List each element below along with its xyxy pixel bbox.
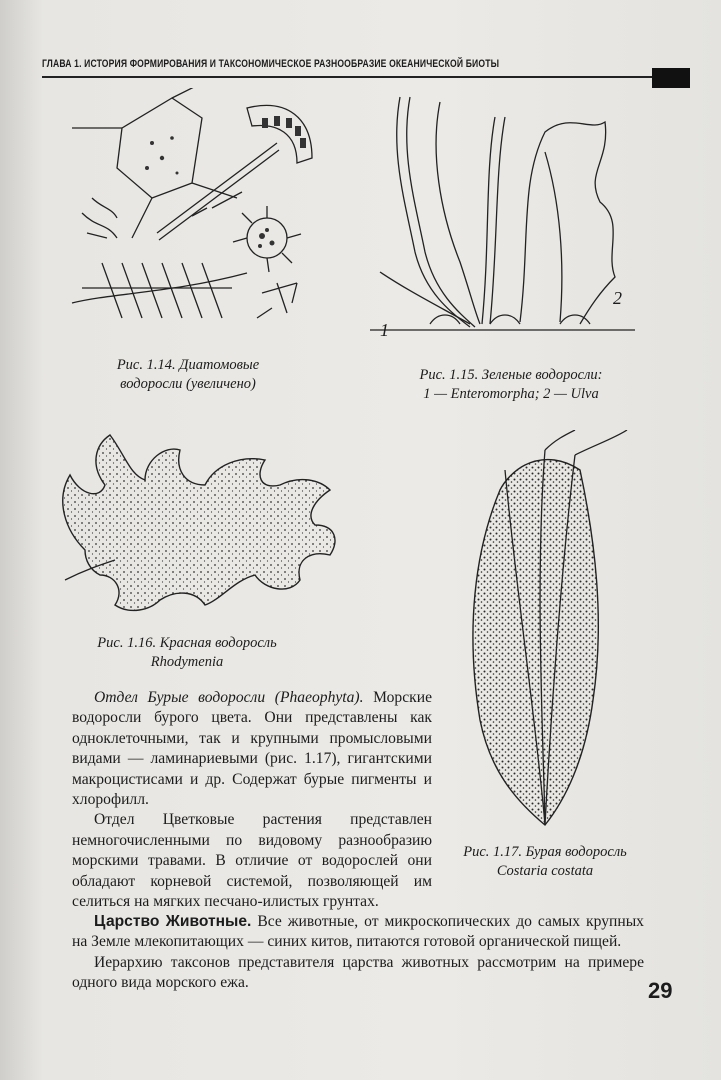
caption-line: Рис. 1.17. Бурая водоросль	[463, 844, 627, 860]
caption-line: водоросли (увеличено)	[120, 376, 256, 392]
paragraph-body: Морские водоросли бурого цвета. Они представлены как одноклеточными, так и крупными промысловыми видами — ламинариевыми (рис. 1.17), гигантскими макроцистисами и др. Содержат бурые пигменты и хлорофилл.	[72, 689, 432, 809]
paragraph-lead: Царство Животные.	[94, 913, 252, 930]
red-alga-illustration	[45, 430, 340, 620]
diatoms-illustration	[62, 88, 322, 343]
caption-line: Рис. 1.16. Красная водоросль	[97, 635, 277, 651]
paragraph-animals	[72, 912, 644, 953]
paragraph-body: Все животные, от микроскопических до самых крупных на Земле млекопитающих — синих китов, питаются готовой органической пищей.	[72, 913, 644, 951]
figure-1-15-label-2: 2	[613, 288, 622, 308]
figure-1-16-caption	[72, 634, 302, 672]
header-rule	[42, 76, 652, 78]
caption-line: Рис. 1.15. Зеленые водоросли:	[419, 367, 603, 383]
page-number: 29	[648, 978, 673, 1003]
header-marker-block	[652, 68, 690, 88]
paragraph-hierarchy: Иерархию таксонов представителя царства животных рассмотрим на примере одного вида морского ежа.	[72, 953, 644, 992]
figure-1-17-caption	[440, 843, 650, 881]
running-header: ГЛАВА 1. ИСТОРИЯ ФОРМИРОВАНИЯ И ТАКСОНОМИЧЕСКОЕ РАЗНООБРАЗИЕ ОКЕАНИЧЕСКОЙ БИОТЫ	[42, 58, 500, 70]
figure-1-14-caption	[88, 356, 288, 394]
figure-1-15-caption	[380, 366, 642, 404]
caption-line: Rhodymenia	[150, 654, 224, 670]
paragraph-lead: Отдел Бурые водоросли (Phaeophyta).	[94, 689, 364, 706]
caption-line: 1 — Enteromorpha; 2 — Ulva	[423, 386, 599, 402]
body-text-full	[72, 912, 644, 994]
caption-line: Рис. 1.14. Диатомовые	[116, 357, 260, 373]
paragraph-flowering-plants: Отдел Цветковые растения представлен немногочисленными по видовому разнообразию морскими травами. В отличие от водорослей они обладают корневой системой, позволяющей им селиться на мягких песчано-илистых грунтах.	[72, 811, 432, 911]
brown-alga-illustration	[465, 430, 630, 835]
body-text-column	[72, 688, 432, 912]
paragraph-phaeophyta	[72, 688, 432, 810]
green-algae-illustration	[370, 92, 640, 354]
figure-1-15-label-1: 1	[380, 320, 389, 340]
caption-line: Costaria costata	[496, 863, 594, 879]
